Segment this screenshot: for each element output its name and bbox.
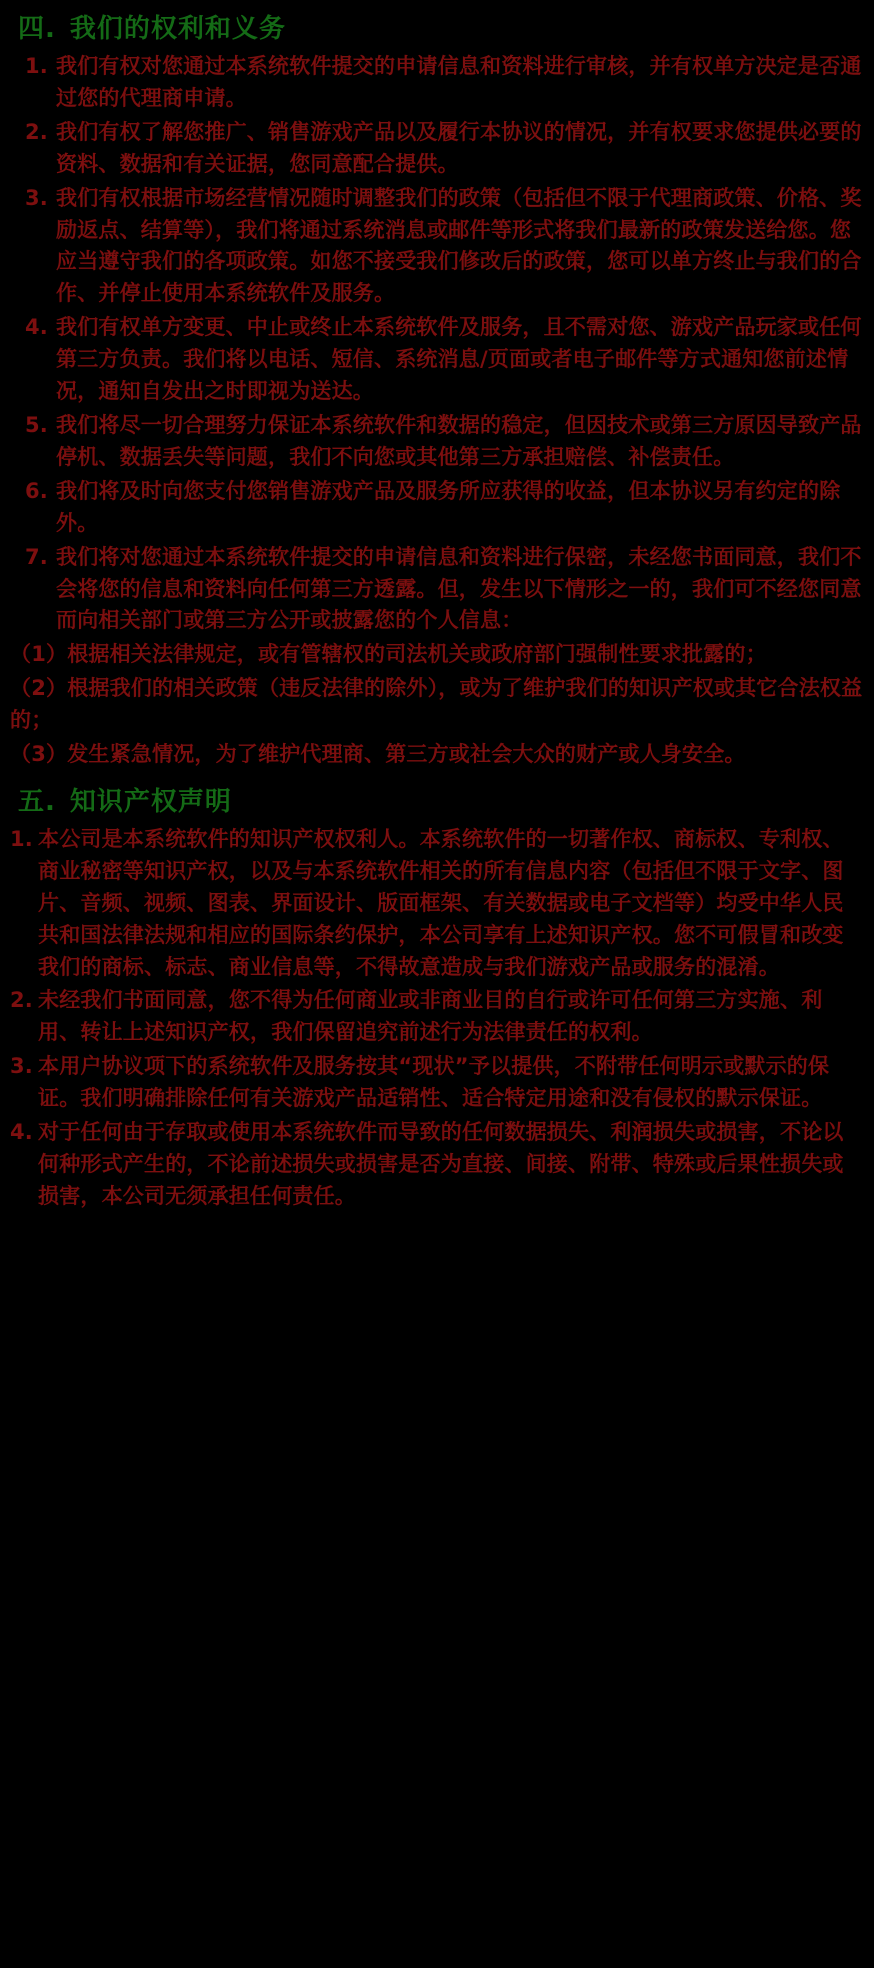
clause-marker: 3. <box>25 185 48 210</box>
clause-item <box>10 51 864 115</box>
clause-marker: 1. <box>25 54 48 78</box>
section-title: 我们的权利和义务 <box>69 14 286 44</box>
section-number: 五. <box>18 786 56 817</box>
clause-marker: 5. <box>25 412 48 437</box>
clause-marker: 6. <box>25 478 48 503</box>
clause-text: 我们将对您通过本系统软件提交的申请信息和资料进行保密，未经您书面同意，我们不会将您的信息和资料向任何第三方透露。但，发生以下情形之一的，我们可不经您同意而向相关部门或第三方公开或披露您的个人信息： <box>56 544 862 633</box>
clause-text: 本用户协议项下的系统软件及服务按其“现状”予以提供，不附带任何明示或默示的保证。我们明确排除任何有关游戏产品适销性、适合特定用途和没有侵权的默示保证。 <box>38 1054 830 1111</box>
clause-item <box>10 542 864 638</box>
clause-item <box>10 117 864 181</box>
clause-item <box>10 312 864 408</box>
clause-marker: 4. <box>10 1120 33 1145</box>
clause-item <box>10 985 864 1049</box>
clause-marker: 7. <box>25 544 48 569</box>
sub-item: （3）发生紧急情况，为了维护代理商、第三方或社会大众的财产或人身安全。 <box>10 742 746 767</box>
clause-text: 本公司是本系统软件的知识产权权利人。本系统软件的一切著作权、商标权、专利权、商业秘密等知识产权，以及与本系统软件相关的所有信息内容（包括但不限于文字、图片、音频、视频、图表、界面设计、版面框架、有关数据或电子文档等）均受中华人民共和国法律法规和相应的国际条约保护，本公司享有上述知识产权。您不可假冒和改变我们的商标、标志、商业信息等，不得故意造成与我们游戏产品或服务的混淆。 <box>38 826 844 979</box>
clause-item <box>10 1051 864 1115</box>
clause-text: 我们有权单方变更、中止或终止本系统软件及服务，且不需对您、游戏产品玩家或任何第三方负责。我们将以电话、短信、系统消息/页面或者电子邮件等方式通知您前述情况，通知自发出之时即视为送达。 <box>56 315 862 404</box>
clause-text: 我们有权根据市场经营情况随时调整我们的政策（包括但不限于代理商政策、价格、奖励返点、结算等），我们将通过系统消息或邮件等形式将我们最新的政策发送给您。您应当遵守我们的各项政策。如您不接受我们修改后的政策，您可以单方终止与我们的合作、并停止使用本系统软件及服务。 <box>56 185 862 306</box>
section-heading-4 <box>18 8 864 45</box>
clause-text: 我们有权了解您推广、销售游戏产品以及履行本协议的情况，并有权要求您提供必要的资料、数据和有关证据，您同意配合提供。 <box>56 119 862 176</box>
sub-item: （1）根据相关法律规定，或有管辖权的司法机关或政府部门强制性要求批露的； <box>10 642 767 667</box>
clause-text: 我们将及时向您支付您销售游戏产品及服务所应获得的收益，但本协议另有约定的除外。 <box>56 478 841 535</box>
section-number: 四. <box>18 14 56 44</box>
clause-item <box>10 1117 864 1213</box>
clause-text: 我们将尽一切合理努力保证本系统软件和数据的稳定，但因技术或第三方原因导致产品停机、数据丢失等问题，我们不向您或其他第三方承担赔偿、补偿责任。 <box>56 412 862 469</box>
section-heading-5 <box>18 781 864 818</box>
clause-item <box>10 183 864 311</box>
clause-marker: 1. <box>10 826 33 851</box>
section-title: 知识产权声明 <box>69 786 232 817</box>
clause-marker: 4. <box>25 315 48 340</box>
clause-marker: 3. <box>10 1054 33 1079</box>
clause-item <box>10 476 864 540</box>
clause-item <box>10 824 864 984</box>
clause-marker: 2. <box>10 988 33 1013</box>
clause-text: 未经我们书面同意，您不得为任何商业或非商业目的自行或许可任何第三方实施、利用、转让上述知识产权，我们保留追究前述行为法律责任的权利。 <box>38 988 823 1045</box>
clause-marker: 2. <box>25 119 48 144</box>
clause-text: 对于任何由于存取或使用本系统软件而导致的任何数据损失、利润损失或损害，不论以何种形式产生的，不论前述损失或损害是否为直接、间接、附带、特殊或后果性损失或损害，本公司无须承担任何责任。 <box>38 1120 844 1208</box>
clause-text: 我们有权对您通过本系统软件提交的申请信息和资料进行审核，并有权单方决定是否通过您的代理商申请。 <box>56 54 862 110</box>
clause-item <box>10 410 864 474</box>
sub-item: （2）根据我们的相关政策（违反法律的除外），或为了维护我们的知识产权或其它合法权益的； <box>10 676 863 733</box>
